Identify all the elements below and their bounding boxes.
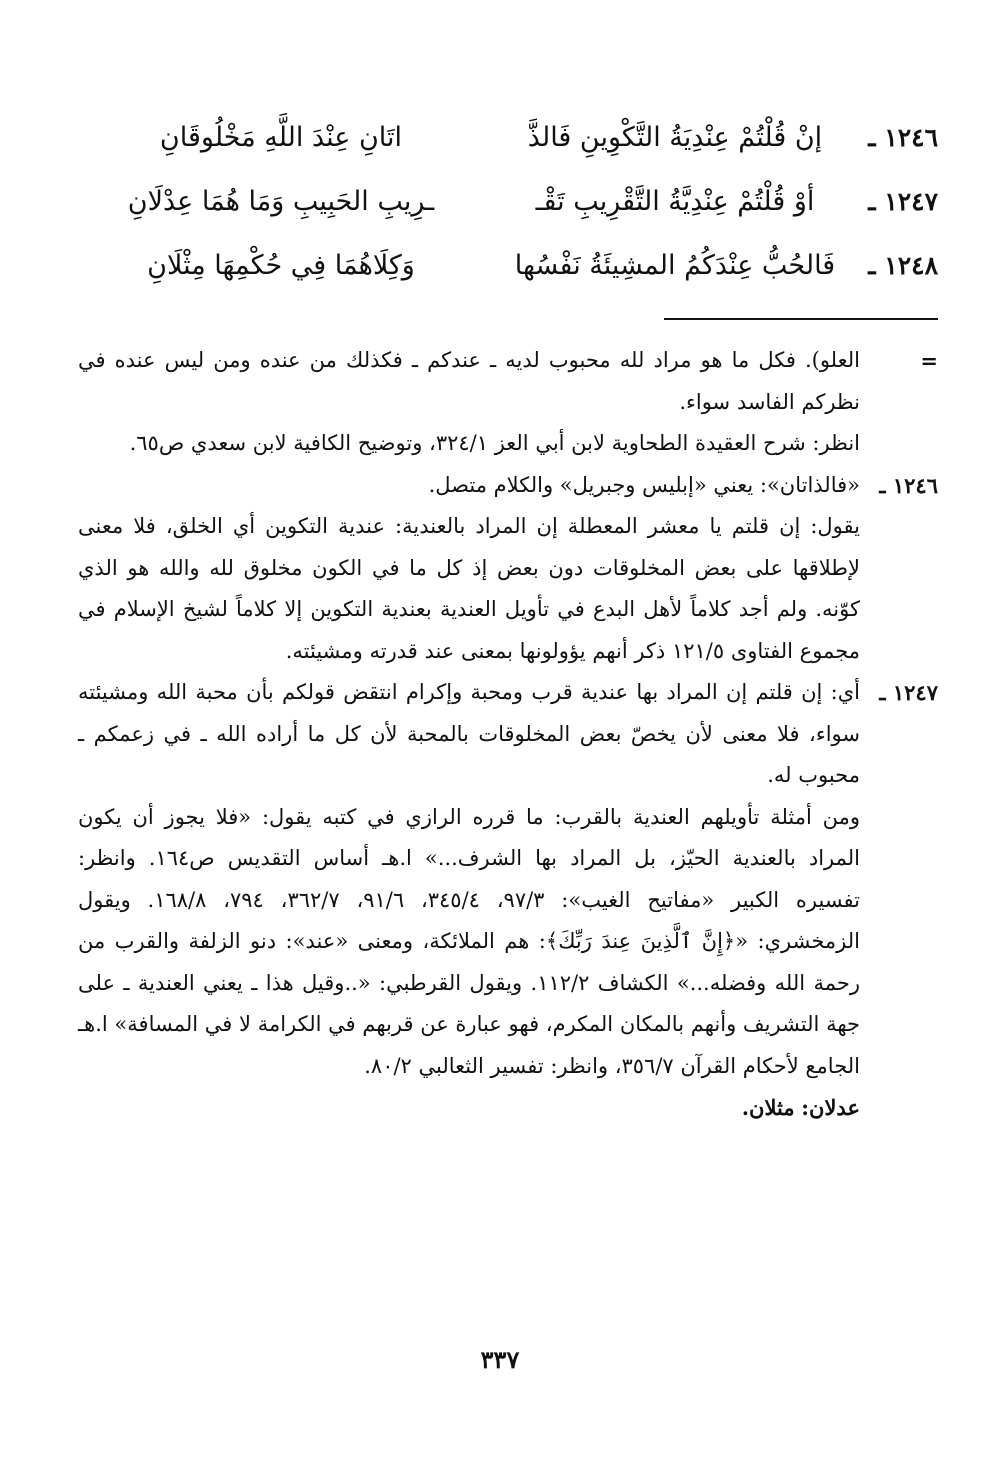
footnote-mark: ١٢٤٧ ـ [879, 680, 938, 705]
footnote-paragraph: «فالذاتان»: يعني «إبليس وجبريل» والكلام متصل. [428, 472, 860, 497]
footnotes [78, 340, 938, 1130]
gloss-body [78, 1087, 860, 1130]
gloss-term: عدلان: [801, 1095, 860, 1120]
footnote-1247 [78, 672, 938, 1087]
footnote-body [78, 672, 860, 1087]
footnote-separator [664, 318, 938, 320]
verse-1246 [62, 112, 938, 162]
footnote-paragraph: العلو). فكل ما هو مراد لله محبوب لديه ـ عندكم ـ فكذلك من عنده ومن ليس عنده في نظركم الفاسد سواء. [78, 348, 860, 414]
footnote-paragraph: ومن أمثلة تأويلهم العندية بالقرب: ما قرره الرازي في كتبه يقول: «فلا يجوز أن يكون المراد بالعندية الحيّز، بل المراد بها الشرف...» ا.هـ أساس التقديس ص١٦٤. وانظر: تفسيره الكبير «مفاتيح الغيب»: ٩٧/٣، ٣٤٥/٤، ٩١/٦، ٣٦٢/٧، ٧٩٤، ١٦٨/٨. ويقول الزمخشري: «﴿إِنَّ ٱلَّذِينَ عِندَ رَبِّكَ﴾: هم الملائكة، ومعنى «عند»: دنو الزلفة والقرب من رحمة الله وفضله...» الكشاف ١١٢/٢. ويقول القرطبي: «..وقيل هذا ـ يعني العندية ـ على جهة التشريف وأنهم بالمكان المكرم، فهو عبارة عن قربهم في الكرامة لا في المسافة» ا.هـ الجامع لأحكام القرآن ٣٥٦/٧، وانظر: تفسير الثعالبي ٨٠/٢. [78, 804, 861, 1078]
footnote-body [78, 465, 860, 673]
gloss-entry [78, 1087, 938, 1130]
verse-number: ١٢٤٦ ـ [868, 122, 938, 152]
footnote-body [78, 340, 860, 465]
footnote-mark: = [920, 348, 938, 373]
verse-second-hemistich: وَكِلَاهُمَا فِي حُكْمِهَا مِثْلَانِ [147, 249, 415, 281]
footnote-paragraph: يقول: إن قلتم يا معشر المعطلة إن المراد بالعندية: عندية التكوين أي الخلق، فلا معنى لإطلاقها على بعض المخلوقات دون بعض إذ كل ما في الكون مخلوق لله والله هو الذي كوّنه. ولم أجد كلاماً لأهل البدع في تأويل العندية بعندية التكوين إلا كلاماً لشيخ الإسلام في مجموع الفتاوى ١٢١/٥ ذكر أنهم يؤولونها بمعنى عند قدرته ومشيئته. [78, 514, 860, 663]
verse-number: ١٢٤٧ ـ [868, 186, 938, 216]
footnote-continuation [78, 340, 938, 465]
verse-1247 [62, 176, 938, 226]
verse-1248 [62, 240, 938, 290]
verse-second-hemistich: اتَانِ عِنْدَ اللَّهِ مَخْلُوقَانِ [159, 121, 403, 153]
footnote-paragraph: أي: إن قلتم إن المراد بها عندية قرب ومحبة وإكرام انتقض قولكم بأن محبة الله ومشيئته سواء، فلا معنى لأن يخصّ بعض المخلوقات بالمحبة لأن كل ما أراده الله ـ في زعمكم ـ محبوب له. [78, 680, 860, 787]
verse-first-hemistich: أوْ قُلْتُمْ عِنْدِيَّةُ التَّقْرِيبِ تَقْـ [535, 185, 815, 217]
footnote-paragraph: انظر: شرح العقيدة الطحاوية لابن أبي العز ٣٢٤/١، وتوضيح الكافية لابن سعدي ص٦٥. [129, 431, 860, 455]
footnote-1246 [78, 465, 938, 673]
page-number: ٣٣٧ [480, 1345, 520, 1374]
verse-second-hemistich: ـرِيبِ الحَبِيبِ وَمَا هُمَا عِدْلَانِ [127, 185, 435, 217]
footnote-mark: ١٢٤٦ ـ [879, 472, 938, 498]
verse-first-hemistich: إنْ قُلْتُمْ عِنْدِيَةُ التَّكْوِينِ فَالذَّ [527, 121, 823, 153]
gloss-meaning: مثلان. [741, 1095, 795, 1120]
verse-number: ١٢٤٨ ـ [868, 250, 938, 280]
verse-first-hemistich: فَالحُبُّ عِنْدَكُمُ المشِيئَةُ نَفْسُها [514, 249, 836, 281]
